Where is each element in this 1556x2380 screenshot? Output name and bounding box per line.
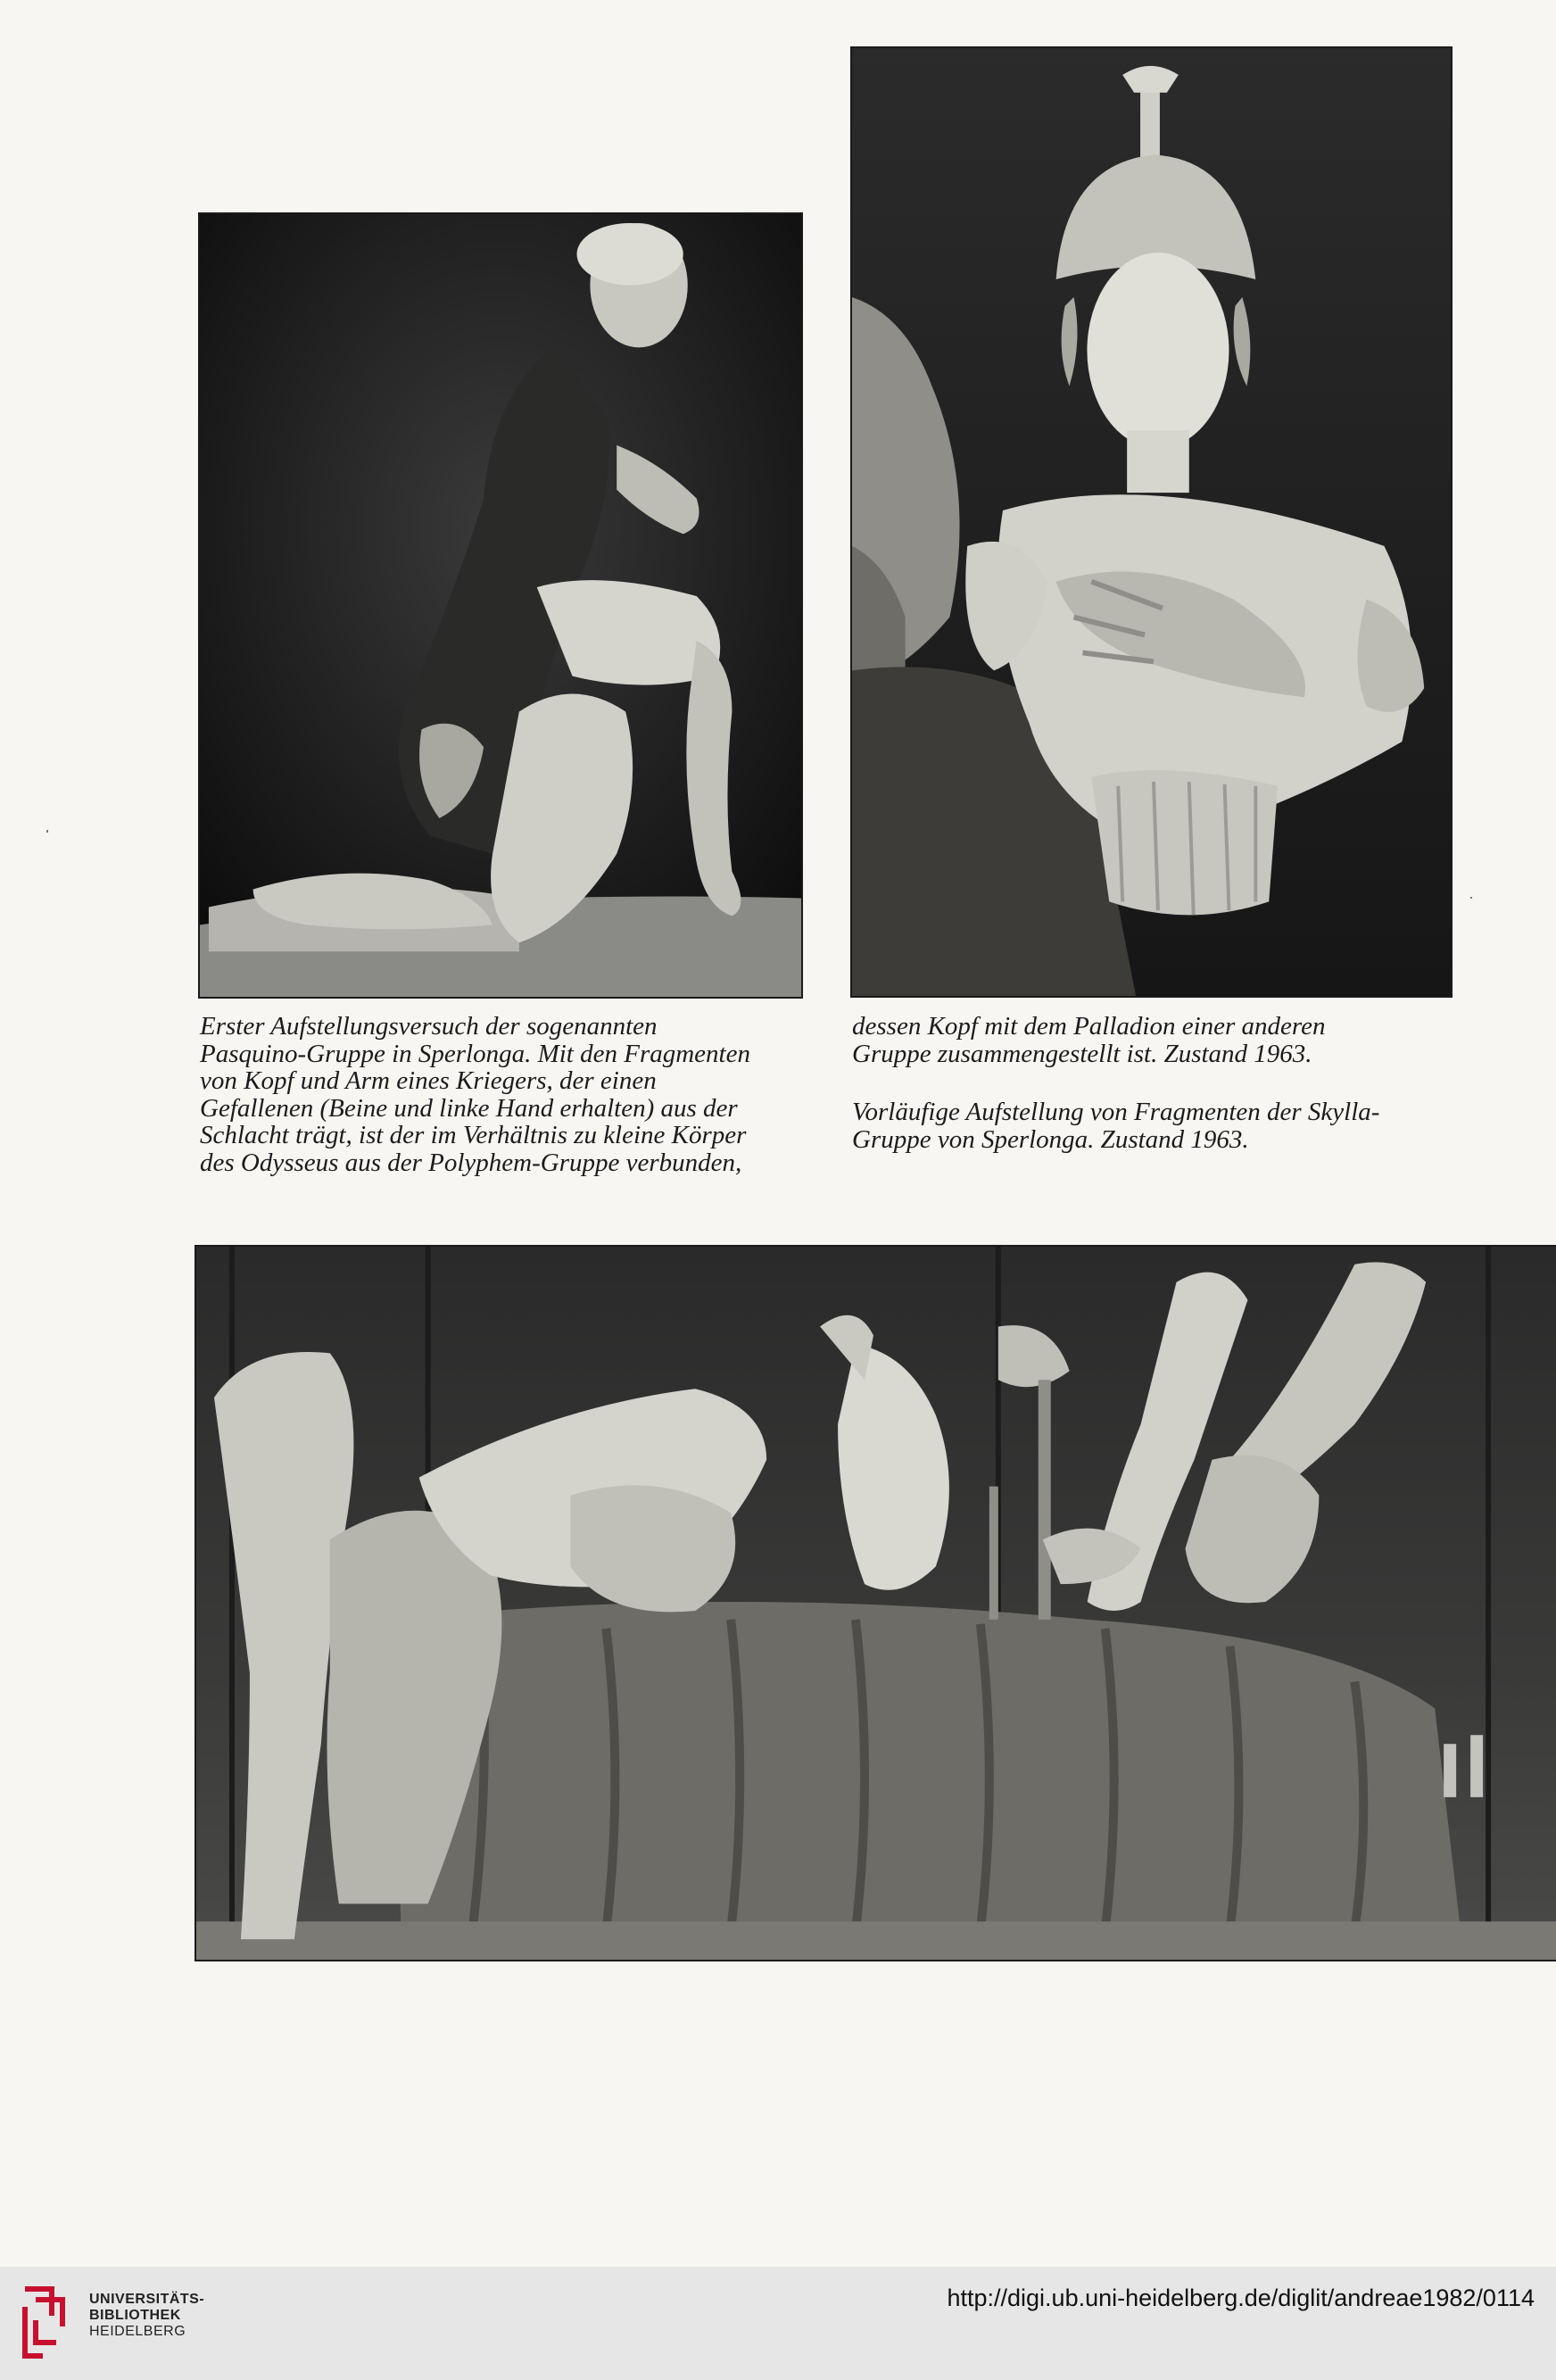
photo-pasquino-group bbox=[198, 212, 803, 999]
caption-left-column bbox=[200, 1013, 824, 1176]
logo-line-3: HEIDELBERG bbox=[89, 2324, 186, 2339]
scan-speck bbox=[46, 830, 48, 833]
logo-line-2: BIBLIOTHEK bbox=[89, 2308, 181, 2323]
caption-line: Vorläufige Aufstellung von Fragmenten der Skylla- bbox=[852, 1098, 1380, 1126]
scan-speck bbox=[1470, 897, 1472, 899]
source-url-link[interactable]: http://digi.ub.uni-heidelberg.de/diglit/andreae1982/0114 bbox=[947, 2285, 1535, 2311]
caption-line: Erster Aufstellungsversuch der sogenannten bbox=[200, 1012, 658, 1041]
library-logo-text bbox=[89, 2292, 204, 2340]
caption-line: von Kopf und Arm eines Kriegers, der einen bbox=[200, 1066, 657, 1095]
caption-line: Gefallenen (Beine und linke Hand erhalten) aus der bbox=[200, 1093, 738, 1123]
caption-gap bbox=[852, 1067, 1477, 1099]
caption-right-column bbox=[852, 1013, 1477, 1153]
caption-line: Gruppe zusammengestellt ist. Zustand 1963. bbox=[852, 1039, 1312, 1068]
photo-scylla-group bbox=[194, 1245, 1556, 1961]
caption-line: Gruppe von Sperlonga. Zustand 1963. bbox=[852, 1124, 1249, 1154]
caption-line: des Odysseus aus der Polyphem-Gruppe verbunden, bbox=[200, 1148, 742, 1177]
caption-line: Schlacht trägt, ist der im Verhältnis zu kleine Körper bbox=[200, 1121, 747, 1149]
library-logo-icon[interactable] bbox=[16, 2280, 79, 2365]
photo-palladion-head bbox=[850, 46, 1453, 998]
logo-line-1: UNIVERSITÄTS- bbox=[89, 2292, 205, 2307]
caption-line: Pasquino-Gruppe in Sperlonga. Mit den Fragmenten bbox=[200, 1039, 750, 1068]
caption-line: dessen Kopf mit dem Palladion einer anderen bbox=[852, 1012, 1326, 1041]
